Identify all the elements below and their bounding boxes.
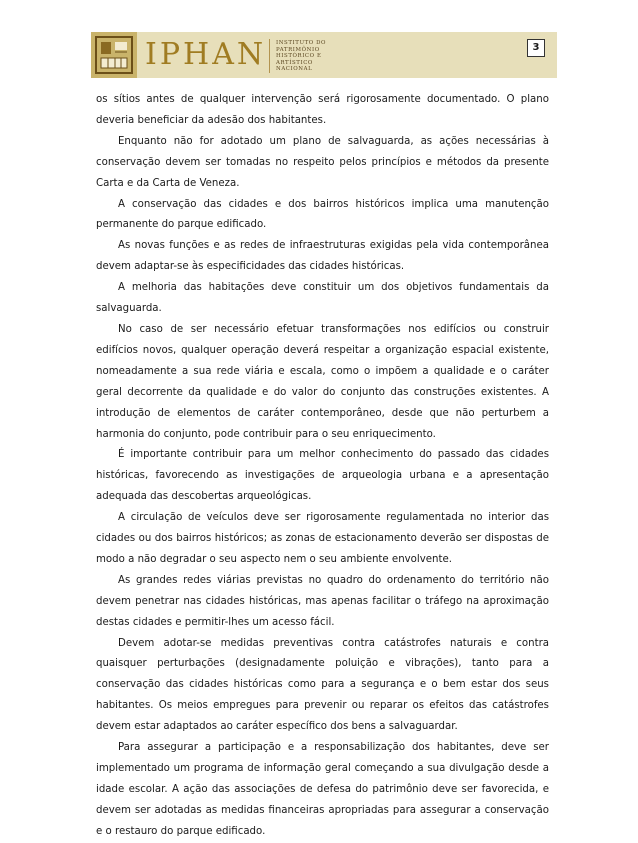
institute-line: ARTÍSTICO [276,59,313,66]
building-facade-icon [91,32,137,78]
paragraph: No caso de ser necessário efetuar transformações nos edifícios ou construir edifícios novos, qualquer operação deverá respeitar a organização espacial existente, nomeadamente a sua rede viária e escala, como o impõem a qualidade e o caráter geral decorrente da qualidade e do valor do conjunto das construções existentes. A introdução de elementos de caráter contemporâneo, desde que não perturbem a harmonia do conjunto, pode contribuir para o seu enriquecimento. [96,323,549,440]
institute-line: HISTÓRICO E [276,53,322,60]
paragraph: As novas funções e as redes de infraestruturas exigidas pela vida contemporânea devem adaptar-se às especificidades das cidades históricas. [96,240,549,273]
page-number: 3 [527,39,545,57]
institute-line: INSTITUTO DO [276,40,327,46]
document-body [96,90,549,843]
brand-name: IPHAN [145,37,267,72]
iphan-logo [91,32,137,78]
paragraph: os sítios antes de qualquer intervenção será rigorosamente documentado. O plano deveria beneficiar da adesão dos habitantes. [96,94,549,126]
institute-line: NACIONAL [276,66,313,73]
page-header [91,32,557,78]
paragraph: A melhoria das habitações deve constituir um dos objetivos fundamentais da salvaguarda. [96,282,549,315]
institute-line: PATRIMÔNIO [276,46,320,53]
institute-name [276,40,326,73]
paragraph: É importante contribuir para um melhor conhecimento do passado das cidades históricas, favorecendo as investigações de arqueologia urbana e a apresentação adequada das descobertas arqueológicas. [96,449,549,503]
paragraph: A conservação das cidades e dos bairros históricos implica uma manutenção permanente do parque edificado. [96,198,549,231]
paragraph: Para assegurar a participação e a responsabilização dos habitantes, deve ser implementado um programa de informação geral começando a sua divulgação desde a idade escolar. A ação das associações de defesa do patrimônio deve ser favorecida, e devem ser adotadas as medidas financeiras apropriadas para assegurar a conservação e o restauro do parque edificado. [96,742,549,837]
brand-divider [269,39,270,73]
paragraph: Enquanto não for adotado um plano de salvaguarda, as ações necessárias à conservação devem ser tomadas no respeito pelos princípios e métodos da presente Carta e da Carta de Veneza. [96,135,549,189]
paragraph: As grandes redes viárias previstas no quadro do ordenamento do território não devem penetrar nas cidades históricas, mas apenas facilitar o tráfego na aproximação destas cidades e permitir-lhes um acesso fácil. [96,574,549,628]
paragraph: Devem adotar-se medidas preventivas contra catástrofes naturais e contra quaisquer perturbações (designadamente poluição e vibrações), tanto para a conservação das cidades históricas como para a segurança e o bem estar dos seus habitantes. Os meios empregues para prevenir ou reparar os efeitos das catástrofes devem estar adaptados ao caráter específico dos bens a salvaguardar. [96,637,549,733]
paragraph: A circulação de veículos deve ser rigorosamente regulamentada no interior das cidades ou dos bairros históricos; as zonas de estacionamento deverão ser dispostas de modo a não degradar o seu aspecto nem o seu ambiente envolvente. [96,512,549,565]
